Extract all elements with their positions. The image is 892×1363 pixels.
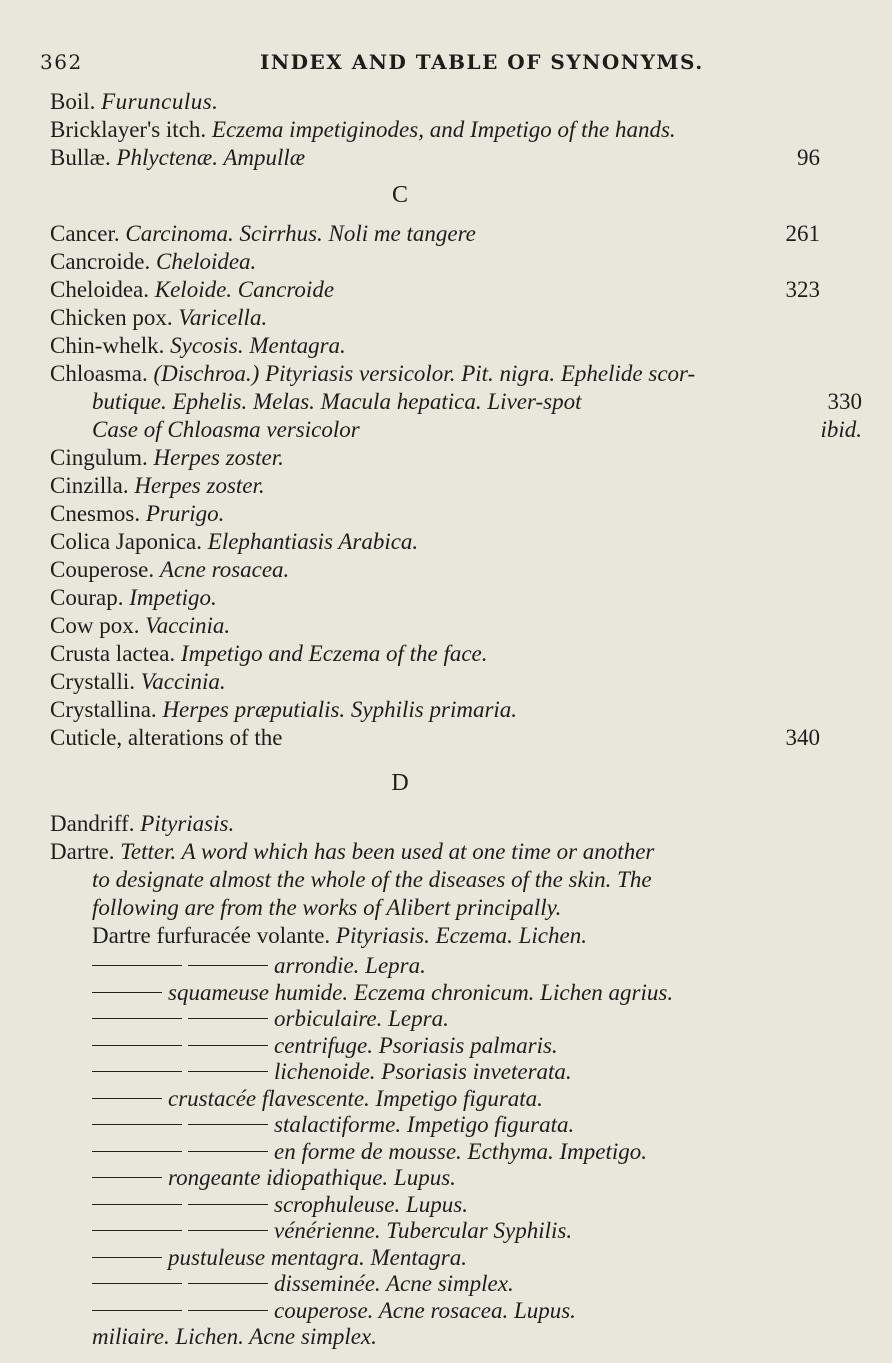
entry-term: Bricklayer's itch.: [50, 117, 207, 142]
ditto-dash: [92, 1045, 182, 1046]
ditto-dash: [92, 1257, 162, 1258]
dartre-sub-5: [0, 1058, 892, 1086]
ditto-dash: [188, 1045, 268, 1046]
entry-couperose: [0, 556, 850, 584]
entry-text: Herpes præputialis. Syphilis primaria.: [162, 697, 518, 722]
dartre-sub-3: [0, 1005, 892, 1033]
dartre-sub-7: [0, 1111, 892, 1139]
entry-text: Impetigo and Eczema of the face.: [180, 641, 488, 666]
dartre-sub-13: [0, 1270, 892, 1298]
entry-bricklayer: [0, 116, 850, 144]
entry-crystalli: [0, 668, 850, 696]
entry-chloasma: [0, 360, 850, 388]
entry-text: lichenoide. Psoriasis inveterata.: [274, 1059, 572, 1084]
entry-chloasma-cont: [0, 388, 892, 416]
entry-text: Case of Chloasma versicolor: [92, 417, 360, 442]
entry-cinzilla: [0, 472, 850, 500]
ditto-dash: [188, 1124, 268, 1125]
entry-text: vénérienne. Tubercular Syphilis.: [274, 1218, 573, 1243]
ditto-dash: [92, 1071, 182, 1072]
entry-cingulum: [0, 444, 850, 472]
entry-text: Sycosis.: [170, 333, 244, 358]
ditto-dash: [92, 1204, 182, 1205]
entry-synonym: Furunculus.: [101, 89, 219, 114]
entry-synonym: Herpes zoster.: [153, 445, 284, 470]
entry-text: rongeante idiopathique. Lupus.: [168, 1165, 456, 1190]
entry-text: Eczema impetiginodes, and Impetigo of the hands.: [211, 117, 676, 142]
page-ref: 330: [827, 389, 862, 414]
entry-synonym: Cheloidea.: [156, 249, 257, 274]
dartre-sub-15: [0, 1323, 892, 1351]
entry-text: scrophuleuse. Lupus.: [274, 1191, 469, 1217]
ditto-dash: [188, 1283, 268, 1284]
entry-text: crustacée flavescente. Impetigo figurata.: [168, 1085, 543, 1111]
ditto-dash: [92, 1177, 162, 1178]
entry-term: Cow pox.: [50, 613, 140, 638]
ditto-dash: [92, 1018, 182, 1019]
entry-cnesmos: [0, 500, 850, 528]
entry-dartre-cont2: [0, 894, 892, 922]
entry-dartre-furfuracee: [0, 922, 892, 950]
entry-term: Colica Japonica.: [50, 529, 203, 554]
entry-text: Pityriasis. Eczema. Lichen.: [335, 923, 587, 948]
entry-bullae: [0, 144, 850, 172]
entry-term: Chicken pox.: [50, 305, 173, 330]
entry-term: Dartre.: [50, 839, 115, 864]
entry-synonym: Vaccinia.: [140, 669, 226, 694]
entry-term: Bullæ.: [50, 145, 111, 170]
entry-text: following are from the works of Alibert principally.: [92, 895, 562, 920]
entry-term: Cancer.: [50, 221, 120, 246]
entry-colica: [0, 528, 850, 556]
entry-chinwhelk: [0, 332, 850, 360]
ditto-dash: [92, 1283, 182, 1284]
entry-term: Cinzilla.: [50, 473, 129, 498]
entry-synonym: Mentagra.: [249, 333, 346, 358]
entry-text: stalactiforme. Impetigo figurata.: [274, 1112, 575, 1137]
entry-text: orbiculaire. Lepra.: [274, 1006, 449, 1031]
entry-term: Cheloidea.: [50, 277, 149, 302]
ditto-dash: [188, 1310, 268, 1311]
page-ref: 340: [785, 725, 820, 750]
ditto-dash: [188, 965, 268, 966]
page-header: [40, 50, 770, 80]
entry-term: Chloasma.: [50, 361, 148, 386]
entry-term: Cingulum.: [50, 445, 148, 470]
entry-dartre-cont1: [0, 866, 892, 894]
entry-text: pustuleuse mentagra. Mentagra.: [168, 1244, 467, 1270]
entry-term: Cnesmos.: [50, 501, 141, 526]
entry-text: miliaire. Lichen. Acne simplex.: [92, 1324, 377, 1349]
ditto-dash: [92, 1230, 182, 1231]
entry-term: Chin-whelk.: [50, 333, 165, 358]
entry-synonym: Impetigo.: [129, 585, 217, 610]
dartre-sub-1: [0, 952, 892, 980]
page-ref: 323: [785, 277, 820, 302]
entry-synonym: Elephantiasis Arabica.: [207, 529, 419, 554]
entry-text: arrondie. Lepra.: [274, 953, 426, 978]
entry-text: butique. Ephelis. Melas. Macula hepatica. Liver-spot: [92, 389, 582, 414]
entry-text: squameuse humide. Eczema chronicum. Lichen agrius.: [168, 979, 674, 1005]
dartre-sub-2: [0, 979, 892, 1007]
dartre-sub-11: [0, 1217, 892, 1245]
page-ref: 96: [797, 145, 820, 170]
entry-text: Keloide. Cancroide: [154, 277, 335, 302]
entry-crusta: [0, 640, 850, 668]
entry-crystallina: [0, 696, 850, 724]
entry-term: Boil.: [50, 89, 96, 114]
entry-text: Tetter. A word which has been used at one time or another: [120, 839, 655, 864]
entry-dandriff: [0, 810, 850, 838]
entry-term: Dandriff.: [50, 811, 135, 836]
page-ref: ibid.: [820, 417, 862, 442]
entry-synonym: Vaccinia.: [145, 613, 231, 638]
ditto-dash: [188, 1071, 268, 1072]
entry-term: Crystallina.: [50, 697, 157, 722]
page-number: 362: [40, 50, 83, 74]
entry-text: en forme de mousse. Ecthyma. Impetigo.: [274, 1138, 648, 1164]
entry-text: couperose. Acne rosacea. Lupus.: [274, 1297, 576, 1323]
entry-text: (Dischroa.) Pityriasis versicolor. Pit. nigra. Ephelide scor-: [153, 361, 696, 386]
ditto-dash: [92, 1310, 182, 1311]
ditto-dash: [92, 1098, 162, 1099]
entry-synonym: Pityriasis.: [140, 811, 235, 836]
entry-synonym: Prurigo.: [145, 501, 225, 526]
entry-synonym: Herpes zoster.: [134, 473, 265, 498]
ditto-dash: [92, 1124, 182, 1125]
entry-text: centrifuge. Psoriasis palmaris.: [274, 1032, 558, 1058]
entry-term: Crusta lactea.: [50, 641, 176, 666]
running-title: INDEX AND TABLE OF SYNONYMS.: [260, 50, 704, 74]
entry-term: Courap.: [50, 585, 124, 610]
dartre-sub-8: [0, 1138, 892, 1166]
entry-term: Cancroide.: [50, 249, 151, 274]
entry-text: Phlyctenæ. Ampullæ: [116, 145, 306, 170]
section-letter-d: D: [391, 770, 409, 796]
page-ref: 261: [785, 221, 820, 246]
entry-text: disseminée. Acne simplex.: [274, 1271, 514, 1296]
entry-synonym: Acne rosacea.: [159, 557, 290, 582]
dartre-sub-10: [0, 1191, 892, 1219]
dartre-sub-4: [0, 1032, 892, 1060]
dartre-sub-12: [0, 1244, 892, 1272]
entry-cuticle: [0, 724, 850, 752]
entry-boil: [0, 88, 850, 116]
entry-cancer: [0, 220, 850, 248]
entry-term: Cuticle, alterations of the: [50, 725, 283, 750]
entry-cowpox: [0, 612, 850, 640]
ditto-dash: [188, 1018, 268, 1019]
entry-cancroide: [0, 248, 850, 276]
entry-courap: [0, 584, 850, 612]
dartre-sub-14: [0, 1297, 892, 1325]
entry-chloasma-case: [0, 416, 892, 444]
entry-cheloidea: [0, 276, 850, 304]
entry-term: Dartre furfuracée volante.: [92, 923, 331, 948]
entry-term: Couperose.: [50, 557, 155, 582]
entry-chickenpox: [0, 304, 850, 332]
ditto-dash: [188, 1151, 268, 1152]
ditto-dash: [92, 1151, 182, 1152]
dartre-sub-6: [0, 1085, 892, 1113]
dartre-sub-9: [0, 1164, 892, 1192]
ditto-dash: [92, 965, 182, 966]
ditto-dash: [188, 1230, 268, 1231]
entry-text: Carcinoma. Scirrhus. Noli me tangere: [125, 221, 476, 246]
entry-synonym: Varicella.: [178, 305, 268, 330]
entry-text: to designate almost the whole of the diseases of the skin. The: [92, 867, 652, 892]
entry-term: Crystalli.: [50, 669, 135, 694]
entry-dartre: [0, 838, 850, 866]
ditto-dash: [92, 992, 162, 993]
ditto-dash: [188, 1204, 268, 1205]
section-letter-c: C: [391, 182, 408, 208]
